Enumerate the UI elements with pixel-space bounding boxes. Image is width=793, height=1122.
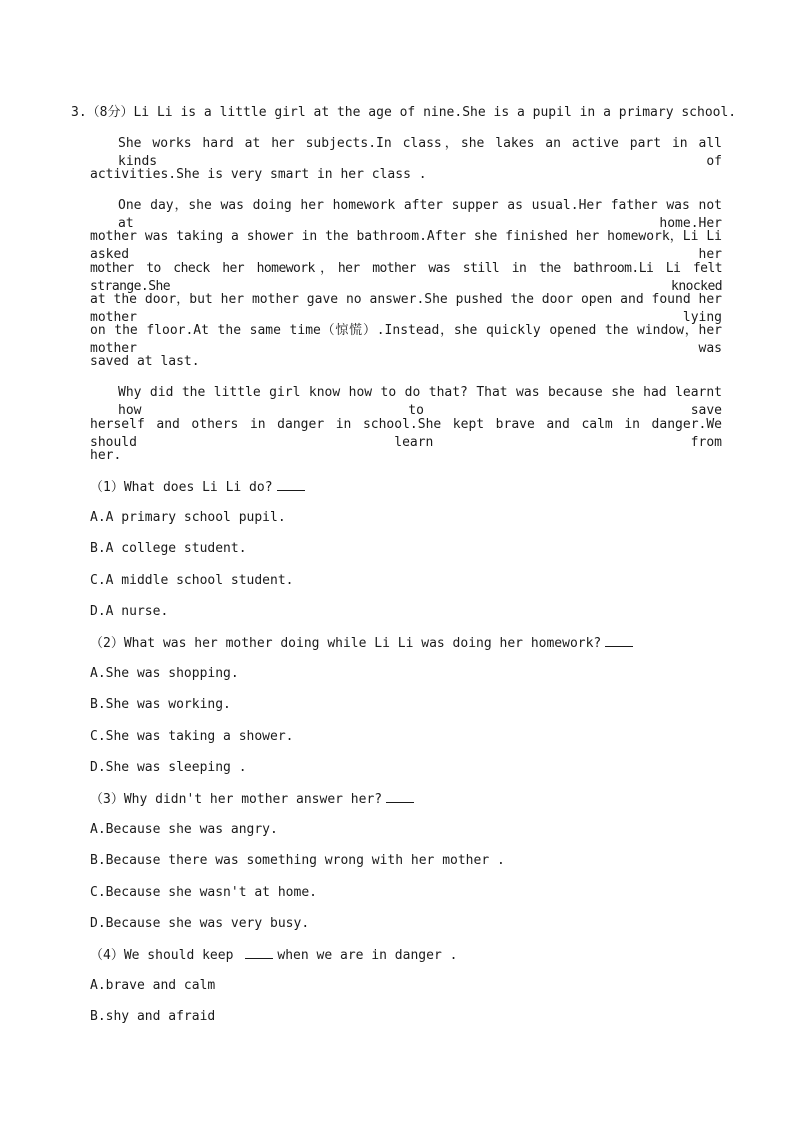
item-1-option-a: A.A primary school pupil. [90, 510, 286, 525]
item-4-stem: （4）We should keep when we are in danger . [90, 948, 458, 963]
item-2-option-c: C.She was taking a shower. [90, 729, 294, 744]
passage-line-10: herself and others in danger in school.She kept brave and calm in danger.We should learn from [90, 417, 722, 450]
passage-line-6: at the door，but her mother gave no answer.She pushed the door open and found her mother lying [90, 292, 722, 325]
item-3-option-b: B.Because there was something wrong with her mother . [90, 853, 505, 868]
item-4-option-a: A.brave and calm [90, 978, 216, 993]
item-1-option-d: D.A nurse. [90, 604, 169, 619]
passage-line-2: activities.She is very smart in her class . [90, 167, 427, 182]
answer-blank-2[interactable] [605, 634, 633, 647]
item-3-option-d: D.Because she was very busy. [90, 916, 310, 931]
passage-line-7: on the floor.At the same time（惊慌）.Instead，she quickly opened the window，her mother was [90, 323, 722, 356]
passage-line-11: her. [90, 448, 122, 463]
item-2-option-b: B.She was working. [90, 697, 231, 712]
passage-line-4: mother was taking a shower in the bathroom.After she finished her homework，Li Li asked her [90, 229, 722, 262]
item-1-option-b: B.A college student. [90, 541, 247, 556]
answer-blank-4[interactable] [245, 946, 273, 959]
item-3-option-c: C.Because she wasn't at home. [90, 885, 317, 900]
passage-line-5: mother to check her homework，her mother was still in the bathroom.Li Li felt strange.She knocked [90, 261, 722, 294]
answer-blank-3[interactable] [386, 790, 414, 803]
item-2-stem: （2）What was her mother doing while Li Li was doing her homework? [90, 634, 633, 653]
passage-line-3: One day，she was doing her homework after supper as usual.Her father was not at home.Her [118, 198, 722, 231]
item-4-option-b: B.shy and afraid [90, 1009, 216, 1024]
question-number-score: 3.（8分） [71, 105, 134, 120]
passage-line-1: She works hard at her subjects.In class，she lakes an active part in all kinds of [118, 136, 722, 169]
question-first-line [71, 104, 736, 122]
item-1-option-c: C.A middle school student. [90, 573, 294, 588]
item-2-option-d: D.She was sleeping . [90, 760, 247, 775]
passage-line-9: Why did the little girl know how to do that? That was because she had learnt how to save [118, 385, 722, 418]
item-2-option-a: A.She was shopping. [90, 666, 239, 681]
passage-line-8: saved at last. [90, 354, 200, 369]
passage-line-0: Li Li is a little girl at the age of nine.She is a pupil in a primary school. [133, 105, 737, 120]
item-3-option-a: A.Because she was angry. [90, 822, 278, 837]
answer-blank-1[interactable] [277, 478, 305, 491]
item-1-stem: （1）What does Li Li do? [90, 478, 305, 497]
item-3-stem: （3）Why didn't her mother answer her? [90, 790, 414, 809]
